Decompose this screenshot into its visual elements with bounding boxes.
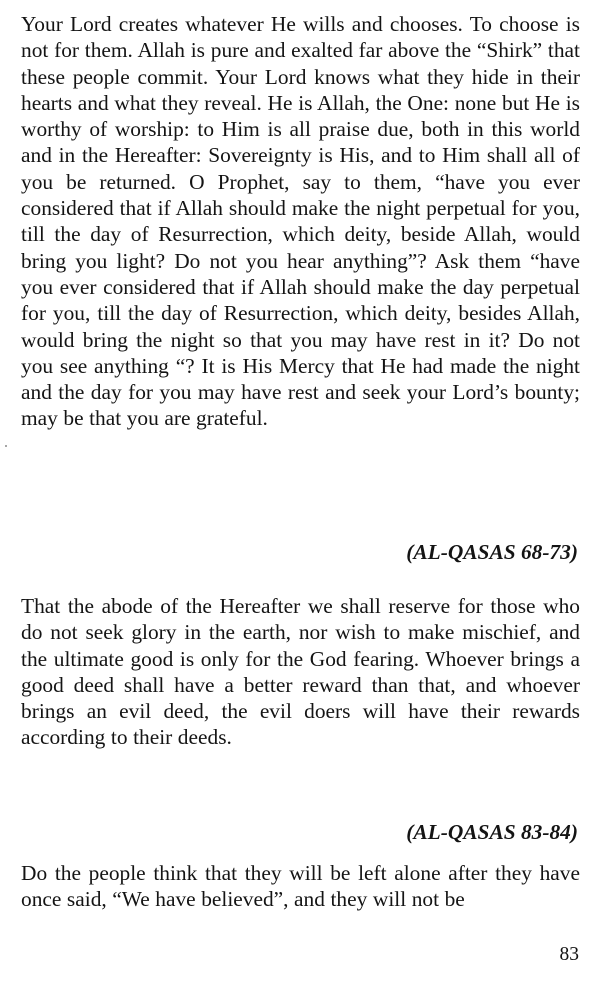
passage-paragraph-3: Do the people think that they will be left alone after they have once said, “We have believed”, and they will not be (21, 861, 580, 912)
passage-citation-1: (AL-QASAS 68-73) (406, 540, 578, 564)
passage-paragraph-1: Your Lord creates whatever He wills and chooses. To choose is not for them. Allah is pure and exalted far above the “Shirk” that these people commit. Your Lord knows what they hide in their hearts and what they reveal. He is Allah, the One: none but He is worthy of worship: to Him is all praise due, both in this world and in the Hereafter: Sovereignty is His, and to Him shall all of you be returned. O Prophet, say to them, “have you ever considered that if Allah should make the night perpetual for you, till the day of Resurrection, which deity, beside Allah, would bring you light? Do not you hear anything”? Ask them “have you ever considered that if Allah should make the day perpetual for you, till the day of Resurrection, which deity, besides Allah, would bring the night so that you may have rest in it? Do not you see anything “? It is His Mercy that He had made the night and the day for you may have rest and seek your Lord’s bounty; may be that you are grateful. (21, 12, 580, 431)
margin-speck (5, 445, 7, 447)
passage-paragraph-2: That the abode of the Hereafter we shall reserve for those who do not seek glory in the earth, nor wish to make mischief, and the ultimate good is only for the God fearing. Whoever brings a good deed shall have a better reward than that, and whoever brings an evil deed, the evil doers will have their rewards according to their deeds. (21, 594, 580, 750)
page-number: 83 (559, 944, 579, 965)
passage-citation-2: (AL-QASAS 83-84) (406, 820, 578, 844)
